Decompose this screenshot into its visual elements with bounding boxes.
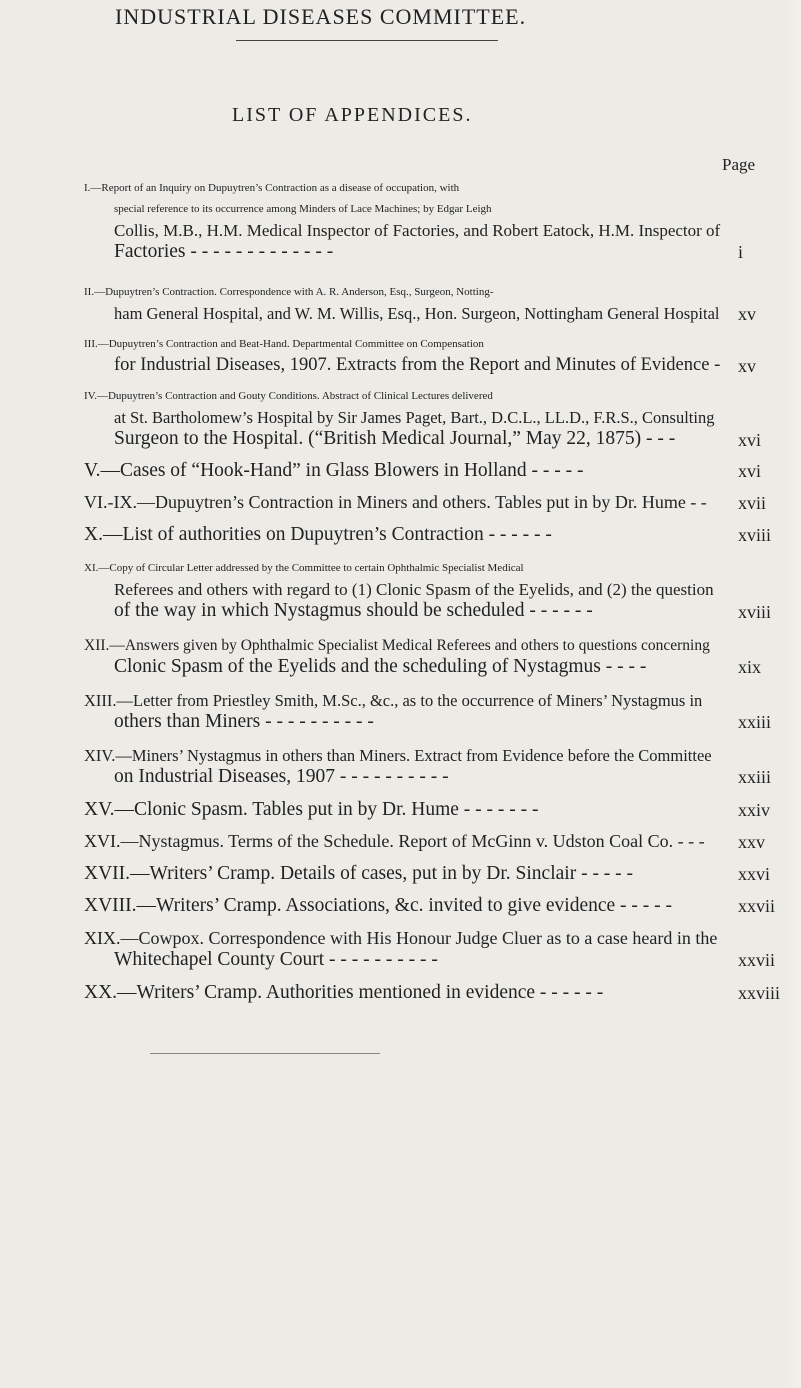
list-item: XV.—Clonic Spasm. Tables put in by Dr. Hume - - - - - - - [84, 799, 539, 820]
list-item: XX.—Writers’ Cramp. Authorities mentioned in evidence - - - - - - [84, 982, 604, 1003]
list-item: II.—Dupuytren’s Contraction. Correspondence with A. R. Anderson, Esq., Surgeon, Notting- ham General Hospital, and W. M. Willis, Esq., Hon. Surgeon, Nottingham General Hospital [84, 286, 720, 323]
list-item: XIII.—Letter from Priestley Smith, M.Sc., &c., as to the occurrence of Miners’ Nystagmus in others than Miners - - - - - - - - - - [84, 691, 703, 732]
page-number: xv [738, 356, 756, 376]
page-number: xxiv [738, 800, 771, 820]
list-item: XVI.—Nystagmus. Terms of the Schedule. Report of McGinn v. Udston Coal Co. - - - [84, 831, 705, 851]
list-item: V.—Cases of “Hook-Hand” in Glass Blowers in Holland - - - - - [84, 460, 584, 481]
page-edge [787, 0, 801, 1388]
page-number: xxvii [738, 950, 776, 970]
page-number: i [738, 242, 744, 262]
list-item: IV.—Dupuytren’s Contraction and Gouty Conditions. Abstract of Clinical Lectures delivered at St. Bartholomew’s Hospital by Sir James Paget, Bart., D.C.L., LL.D., F.R.S., Consulting Surgeon to the Hospital. (“British Medical Journal,” May 22, 1875) - - - [84, 390, 715, 449]
page-number: xv [738, 304, 756, 324]
page-number: xxv [738, 832, 765, 852]
page-header: INDUSTRIAL DISEASES COMMITTEE. [115, 4, 527, 29]
page-number: xxviii [738, 983, 781, 1003]
page-number: xxvii [738, 896, 776, 916]
page-title: LIST OF APPENDICES. [232, 104, 473, 126]
footer-rule [150, 1053, 380, 1054]
list-item: X.—List of authorities on Dupuytren’s Contraction - - - - - - [84, 524, 552, 545]
list-item: I.—Report of an Inquiry on Dupuytren’s Contraction as a disease of occupation, with special reference to its occurrence among Minders of Lace Machines; by Edgar Leigh Collis, M.B., H.M. Medical Inspector of Factories, and Robert Eatock, H.M. Inspector of Factories - - - - - - - - - - - - - [84, 182, 721, 262]
page-number: xviii [738, 525, 772, 545]
list-item: XIV.—Miners’ Nystagmus in others than Miners. Extract from Evidence before the Committee on Industrial Diseases, 1907 - - - - - - - - - - [84, 746, 712, 787]
list-item: XII.—Answers given by Ophthalmic Specialist Medical Referees and others to questions concerning Clonic Spasm of the Eyelids and the scheduling of Nystagmus - - - - [84, 637, 710, 677]
page-number: xxvi [738, 864, 771, 884]
list-item: XVIII.—Writers’ Cramp. Associations, &c. invited to give evidence - - - - - [84, 895, 673, 916]
page-number: xxiii [738, 767, 772, 787]
page-number: xvii [738, 493, 767, 513]
page-number: xix [738, 657, 762, 677]
page-number: xvi [738, 430, 762, 450]
page-number: xvi [738, 461, 762, 481]
page-number: xxiii [738, 712, 772, 732]
header-rule [236, 40, 498, 41]
list-item: XVII.—Writers’ Cramp. Details of cases, put in by Dr. Sinclair - - - - - [84, 863, 634, 884]
list-item: III.—Dupuytren’s Contraction and Beat-Hand. Departmental Committee on Compensation for Industrial Diseases, 1907. Extracts from the Report and Minutes of Evidence - [84, 338, 721, 375]
list-item: VI.-IX.—Dupuytren’s Contraction in Miners and others. Tables put in by Dr. Hume - - [84, 492, 707, 512]
page-number: xviii [738, 602, 772, 622]
list-item: XIX.—Cowpox. Correspondence with His Honour Judge Cluer as to a case heard in the Whitechapel County Court - - - - - - - - - - [84, 928, 718, 970]
page-column-label: Page [722, 155, 756, 174]
list-item: XI.—Copy of Circular Letter addressed by the Committee to certain Ophthalmic Specialist Medical Referees and others with regard to (1) Clonic Spasm of the Eyelids, and (2) the question of the way in which Nystagmus should be scheduled - - - - - - [84, 562, 714, 621]
